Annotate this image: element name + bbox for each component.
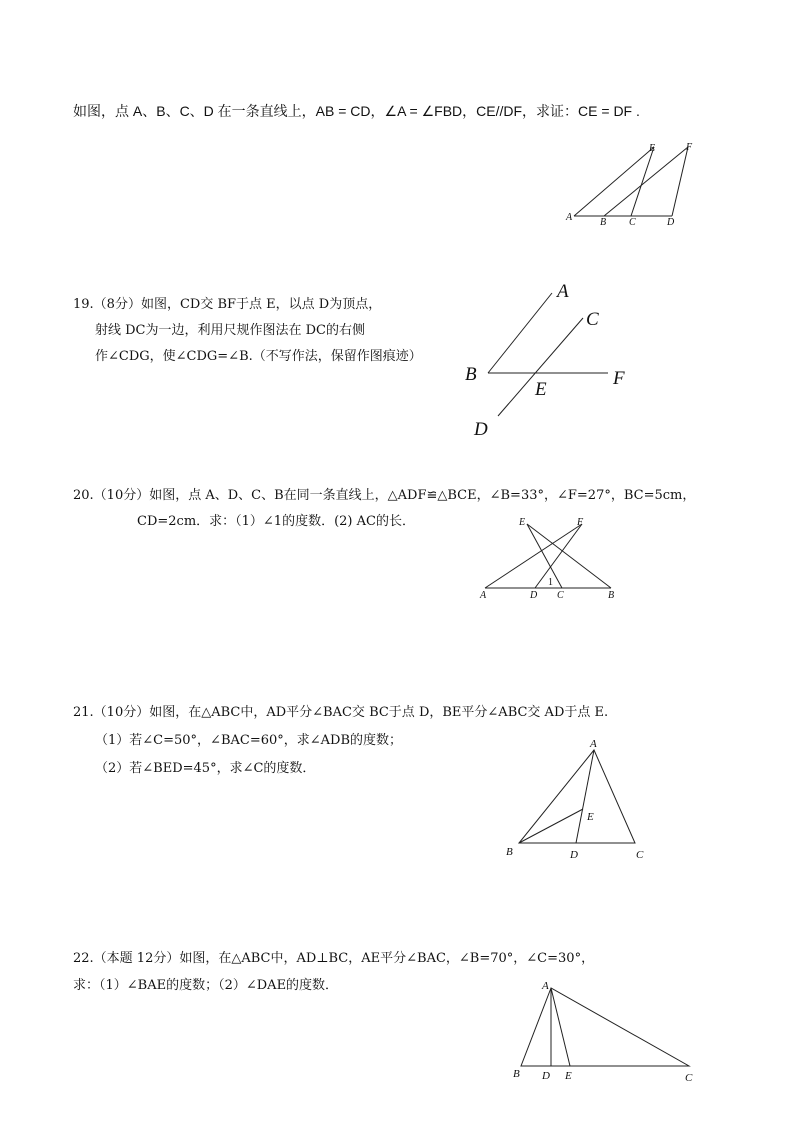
q18-text: 如图，点 A、B、C、D 在一条直线上，AB = CD，∠A = ∠FBD，CE//DF，求证：CE = DF . [73, 103, 640, 119]
q20-figure [478, 514, 628, 604]
q19-figure [460, 278, 640, 443]
q20-line1: 20.（10分）如图，点 A、D、C、B在同一条直线上，△ADF≌△BCE，∠B=33°，∠F=27°，BC=5cm， [73, 488, 696, 503]
q18-label-b: B [600, 217, 607, 228]
q21-label-a: A [590, 738, 597, 750]
q20-line2: CD=2cm．求：（1）∠1的度数．(2) AC的长． [137, 514, 415, 529]
q21-figure [500, 735, 660, 865]
q22-label-d: D [542, 1070, 550, 1082]
q20-label-b: B [608, 590, 615, 601]
q18-label-c: C [629, 217, 636, 228]
q22-label-a: A [542, 980, 549, 992]
q20-angle-1: 1 [548, 577, 553, 588]
q21-label-d: D [570, 849, 578, 861]
q18-label-e: E [649, 143, 656, 154]
q20-label-a: A [480, 590, 487, 601]
q21-label-b: B [506, 846, 513, 858]
q19-label-a: A [557, 281, 569, 302]
q22-label-e: E [565, 1070, 572, 1082]
q22-label-b: B [513, 1068, 520, 1080]
q18-label-f: F [686, 142, 693, 153]
q22-label-c: C [685, 1072, 693, 1084]
q22-line1: 22.（本题 12分）如图，在△ABC中，AD⊥BC，AE平分∠BAC，∠B=70°，∠C=30°， [73, 951, 595, 966]
q20-label-d: D [530, 590, 538, 601]
q21-label-c: C [636, 849, 644, 861]
q19-label-e: E [535, 379, 547, 400]
q21-label-e: E [587, 811, 594, 823]
q18-label-d: D [667, 217, 675, 228]
q20-label-f: F [577, 517, 584, 528]
q19-line3: 作∠CDG，使∠CDG=∠B.（不写作法，保留作图痕迹） [95, 349, 422, 364]
q18-figure [560, 140, 700, 235]
q19-label-d: D [474, 419, 488, 440]
q22-figure [505, 975, 705, 1085]
q19-line2: 射线 DC为一边，利用尺规作图法在 DC的右侧 [95, 323, 366, 338]
q21-line3: （2）若∠BED=45°，求∠C的度数． [95, 761, 316, 776]
q19-label-c: C [586, 309, 599, 330]
q19-label-b: B [465, 364, 477, 385]
q19-line1: 19.（8分）如图，CD交 BF于点 E，以点 D为顶点， [73, 297, 382, 312]
q22-line2: 求：（1）∠BAE的度数；（2）∠DAE的度数． [73, 978, 339, 993]
q19-label-f: F [613, 368, 625, 389]
q21-line1: 21.（10分）如图，在△ABC中，AD平分∠BAC交 BC于点 D，BE平分∠ABC交 AD于点 E. [73, 705, 609, 720]
q20-label-e: E [519, 517, 526, 528]
q20-label-c: C [557, 590, 564, 601]
q21-line2: （1）若∠C=50°，∠BAC=60°，求∠ADB的度数； [95, 733, 403, 748]
q18-label-a: A [566, 212, 573, 223]
